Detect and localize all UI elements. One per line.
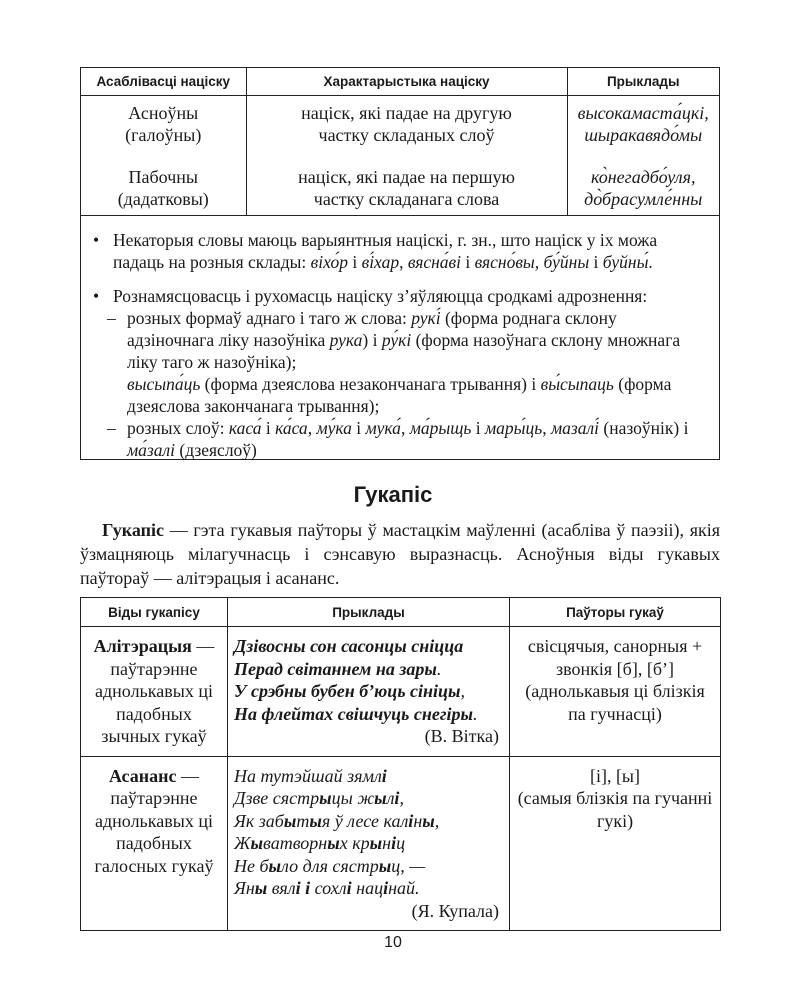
poem-line: Як забытыя ў лесе каліны, [234, 810, 440, 831]
note-text: Некаторыя словы маюць варыянтныя націскі, г. зн., што націск у іх можа падаць на розныя склады: [113, 230, 658, 272]
poem-line: Дзве сястрыцы жылі, [234, 788, 404, 808]
stress-type-main: Асноўны [128, 103, 199, 123]
example-word: ру́кі [381, 330, 412, 350]
intro-paragraph [80, 518, 720, 590]
example-word: віхо́р [310, 252, 348, 272]
poem-author: (Я. Купала) [411, 900, 499, 921]
assonance-repeats: [і], [ы] (самыя блізкія па гучанні гукі) [510, 756, 721, 931]
example-word: рукі́ [411, 308, 441, 328]
assonance-def: — паўтарэнне аднолькавых ці падобных галосных гукаў [94, 765, 214, 876]
poem-line: Яны вялі і сохлі націнай. [234, 878, 420, 898]
conjunction: і [593, 252, 599, 272]
stress-example-secondary-1: ко̀негадбо́уля, [591, 167, 696, 187]
stress-type-secondary: Пабочны [128, 167, 198, 187]
example-word: ка́са [275, 418, 308, 438]
note-subitem-words: – розных слоў: каса́ і ка́са, му́ка і мука́, ма́рыщь і мары́ць, мазалі́ (назоўнік) і ма́залі (дзеяслоў) [107, 418, 689, 460]
alliteration-poem [228, 627, 510, 757]
stress-notes [81, 221, 719, 461]
assonance-definition [81, 756, 228, 931]
stress-desc-main-1: націск, які падае на другую [301, 103, 512, 123]
note-subitem-forms: – розных формаў аднаго і таго ж слова: рукі́ (форма роднага склону адзіночнага ліку назоўніка рука) і ру́кі (форма назоўнага склону множнага ліку таго ж назоўніка); [107, 308, 681, 372]
example-word: му́ка [316, 418, 352, 438]
alliteration-repeats: свісцячыя, санорныя + звонкія [б], [б’] (аднолькавыя ці блізкія па гучнасці) [510, 627, 721, 757]
stress-example-main-2: шыракавядо́мы [584, 125, 703, 145]
example-word: вы́сыпаць [540, 374, 614, 394]
example-word: мазалі́ [551, 418, 599, 438]
note-text: Рознамясцовасць і рухомасць націску з’яўляюцца сродкамі адрознення: [113, 286, 648, 306]
stress-table-frame [80, 67, 720, 460]
dash-icon: – [107, 308, 116, 328]
conjunction: і [465, 252, 471, 272]
poem-author: (В. Вітка) [424, 726, 499, 746]
example-word: высыпа́ць [127, 374, 201, 394]
example-word: рука [329, 330, 363, 350]
stress-type-cell [81, 96, 246, 216]
assonance-term: Асананс [109, 765, 177, 786]
poem-line: Перад світаннем на зары. [234, 658, 442, 679]
example-word: ма́рыщь [409, 418, 472, 438]
note-variant-stress: • Некаторыя словы маюць варыянтныя націскі, г. зн., што націск у іх можа падаць на розныя склады: віхо́р і ві́хар, вясна́ві і вясно́вы, бу́йны і буйны́. [93, 230, 658, 272]
header-sound-repeats: Паўторы гукаў [510, 598, 721, 627]
example-word: мары́ць [485, 418, 543, 438]
example-word: вясна́ві [407, 252, 462, 272]
stress-table [81, 68, 719, 216]
header-sound-type: Віды гукапісу [81, 598, 228, 627]
conjunction: і [352, 252, 358, 272]
alliteration-definition [81, 627, 228, 757]
example-word: буйны́ [602, 252, 649, 272]
note-subitem-verbs: высыпа́ць (форма дзеяслова незакончанага трывання) і вы́сыпаць (форма дзеяслова закончанага трывання); [127, 374, 672, 416]
stress-table-header [81, 68, 719, 96]
stress-example-main-1: высокамаста́цкі, [577, 103, 709, 123]
alliteration-def: — паўтарэнне аднолькавых ці падобных зычных гукаў [95, 636, 215, 746]
stress-desc-secondary-2: частку складанага слова [313, 189, 500, 209]
alliteration-term: Алітэрацыя [93, 636, 192, 656]
stress-type-secondary-alt: (дадатковы) [117, 189, 209, 209]
note-distinctive-stress [93, 285, 707, 307]
stress-desc-main-2: частку складаных слоў [318, 125, 495, 145]
stress-desc-secondary-1: націск, які падае на першую [298, 167, 515, 187]
poem-line: Не было для сястрыц, — [234, 855, 426, 876]
stress-examples-cell [567, 96, 719, 216]
header-sound-examples: Прыклады [228, 598, 510, 627]
poem-line: У срэбны бубен б’юць сініцы, [234, 681, 466, 701]
example-word: бу́йны [543, 252, 590, 272]
poem-line: Дзівосны сон сасонцы сніцца [234, 636, 464, 656]
section-title: Гукапіс [353, 482, 433, 507]
page-number: 10 [384, 934, 402, 951]
poem-line: Жыватворных крыніц [234, 833, 406, 853]
example-word: мука́ [365, 418, 401, 438]
intro-term: Гукапіс [102, 520, 164, 540]
stress-example-secondary-2: до̀брасумле́нны [584, 189, 703, 209]
bullet-icon: • [93, 286, 100, 306]
poem-line: На тутэйшай зямлі [234, 765, 387, 786]
example-word: ма́залі [127, 440, 175, 460]
stress-table-row [81, 96, 719, 216]
assonance-poem [228, 756, 510, 931]
example-word: вясно́вы [474, 252, 535, 272]
dash-icon: – [107, 418, 116, 438]
header-stress-description: Характарыстыка націску [246, 68, 567, 96]
bullet-icon: • [93, 230, 100, 250]
example-word: ві́хар [361, 252, 400, 272]
alliteration-row [81, 627, 721, 757]
sound-table-header [81, 598, 721, 627]
assonance-row [81, 756, 721, 931]
stress-type-main-alt: (галоўны) [125, 125, 202, 145]
stress-description-cell [246, 96, 567, 216]
poem-line: На флейтах свішчуць снегіры. [234, 703, 478, 724]
header-stress-examples: Прыклады [567, 68, 719, 96]
example-word: каса́ [228, 418, 262, 438]
intro-text: — гэта гукавыя паўторы ў мастацкім маўленні (асабліва ў паэзіі), якія ўзмацняюць мілагучнасць і сэнсавую выразнасць. Асноўныя віды гукавых паўтораў — алітэрацыя і асананс. [80, 520, 721, 588]
header-stress-type: Асаблівасці націску [81, 68, 246, 96]
sound-writing-table [80, 597, 721, 931]
